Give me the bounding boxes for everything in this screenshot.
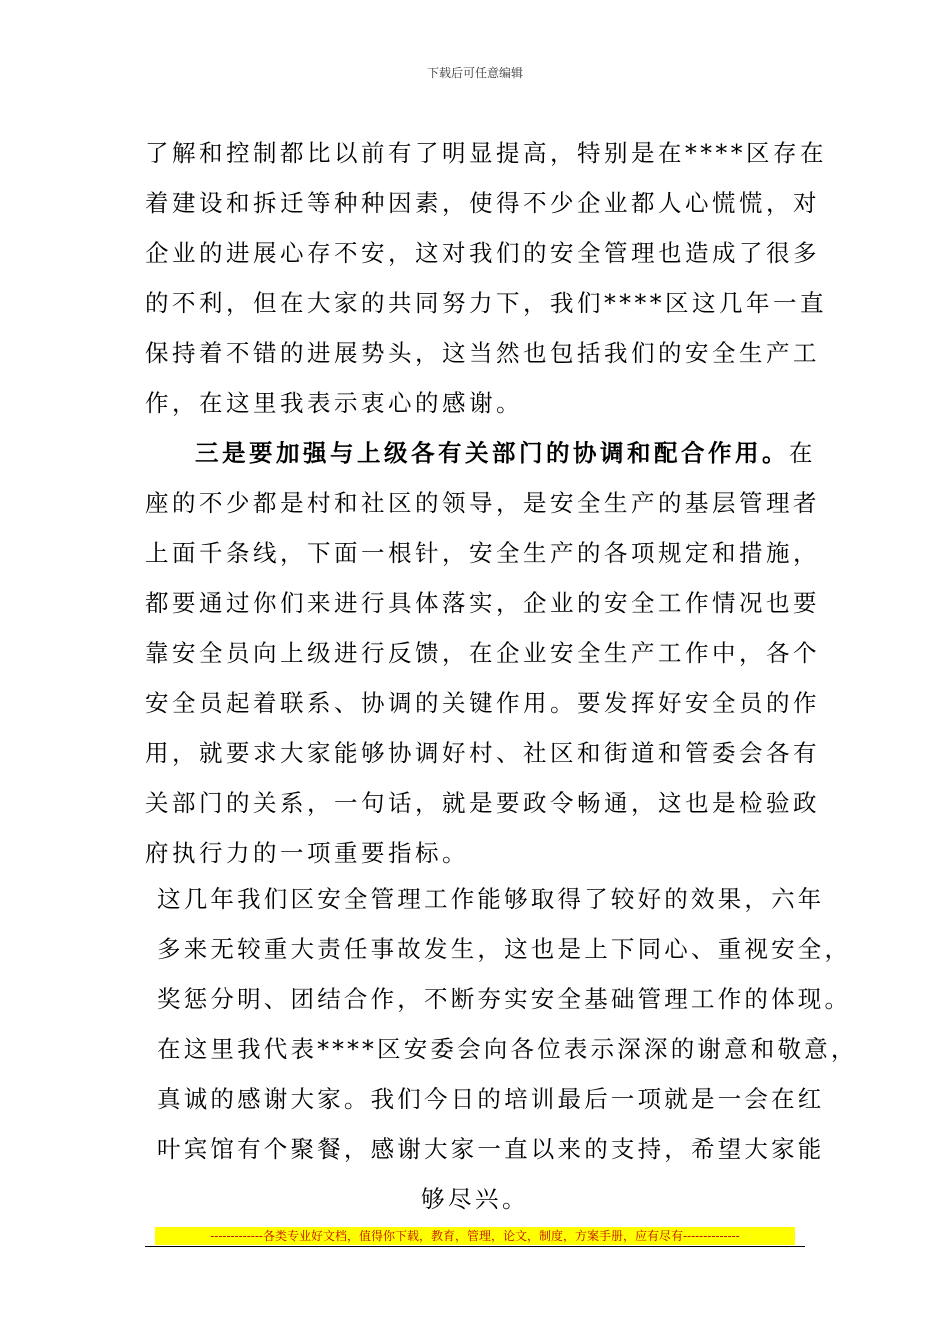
text-line: 保持着不错的进展势头，这当然也包括我们的安全生产工: [145, 339, 820, 367]
text-line: 在这里我代表****区安委会向各位表示深深的谢意和敬意，: [157, 1035, 858, 1063]
text-line: 上面千条线，下面一根针，安全生产的各项规定和措施，: [145, 539, 820, 567]
text-line: 座的不少都是村和社区的领导，是安全生产的基层管理者: [145, 489, 820, 517]
text-line: 安全员起着联系、协调的关键作用。要发挥好安全员的作: [145, 689, 820, 717]
text-run: 在: [789, 439, 816, 467]
text-line: 关部门的关系，一句话，就是要政令畅通，这也是检验政: [145, 789, 820, 817]
text-line: 叶宾馆有个聚餐，感谢大家一直以来的支持，希望大家能: [157, 1135, 825, 1163]
text-line: 都要通过你们来进行具体落实，企业的安全工作情况也要: [145, 589, 820, 617]
text-line: 府执行力的一项重要指标。: [145, 839, 469, 867]
text-line: 了解和控制都比以前有了明显提高，特别是在****区存在: [145, 139, 827, 167]
page-header: 下载后可任意编辑: [426, 66, 523, 80]
text-line: 奖惩分明、团结合作，不断夯实安全基础管理工作的体现。: [157, 985, 852, 1013]
text-line: 多来无较重大责任事故发生，这也是上下同心、重视安全，: [157, 935, 852, 963]
footer-divider: [145, 1246, 805, 1247]
text-line: 作，在这里我表示衷心的感谢。: [145, 389, 523, 417]
text-line: [195, 434, 816, 468]
footer-banner: -------------各类专业好文档，值得你下载，教育，管理，论文，制度，方案手册，应有尽有--------------: [155, 1227, 795, 1245]
text-line: 真诚的感谢大家。我们今日的培训最后一项就是一会在红: [157, 1085, 825, 1113]
text-line: 企业的进展心存不安，这对我们的安全管理也造成了很多: [145, 239, 820, 267]
bold-heading: 三是要加强与上级各有关部门的协调和配合作用。: [195, 439, 789, 467]
text-line: 的不利，但在大家的共同努力下，我们****区这几年一直: [145, 289, 827, 317]
text-line-last: 够尽兴。: [421, 1185, 529, 1213]
text-line: 靠安全员向上级进行反馈，在企业安全生产工作中，各个: [145, 639, 820, 667]
text-line: 这几年我们区安全管理工作能够取得了较好的效果，六年: [157, 885, 825, 913]
text-line: 着建设和拆迁等种种因素，使得不少企业都人心慌慌，对: [145, 189, 820, 217]
text-line: 用，就要求大家能够协调好村、社区和街道和管委会各有: [145, 739, 820, 767]
